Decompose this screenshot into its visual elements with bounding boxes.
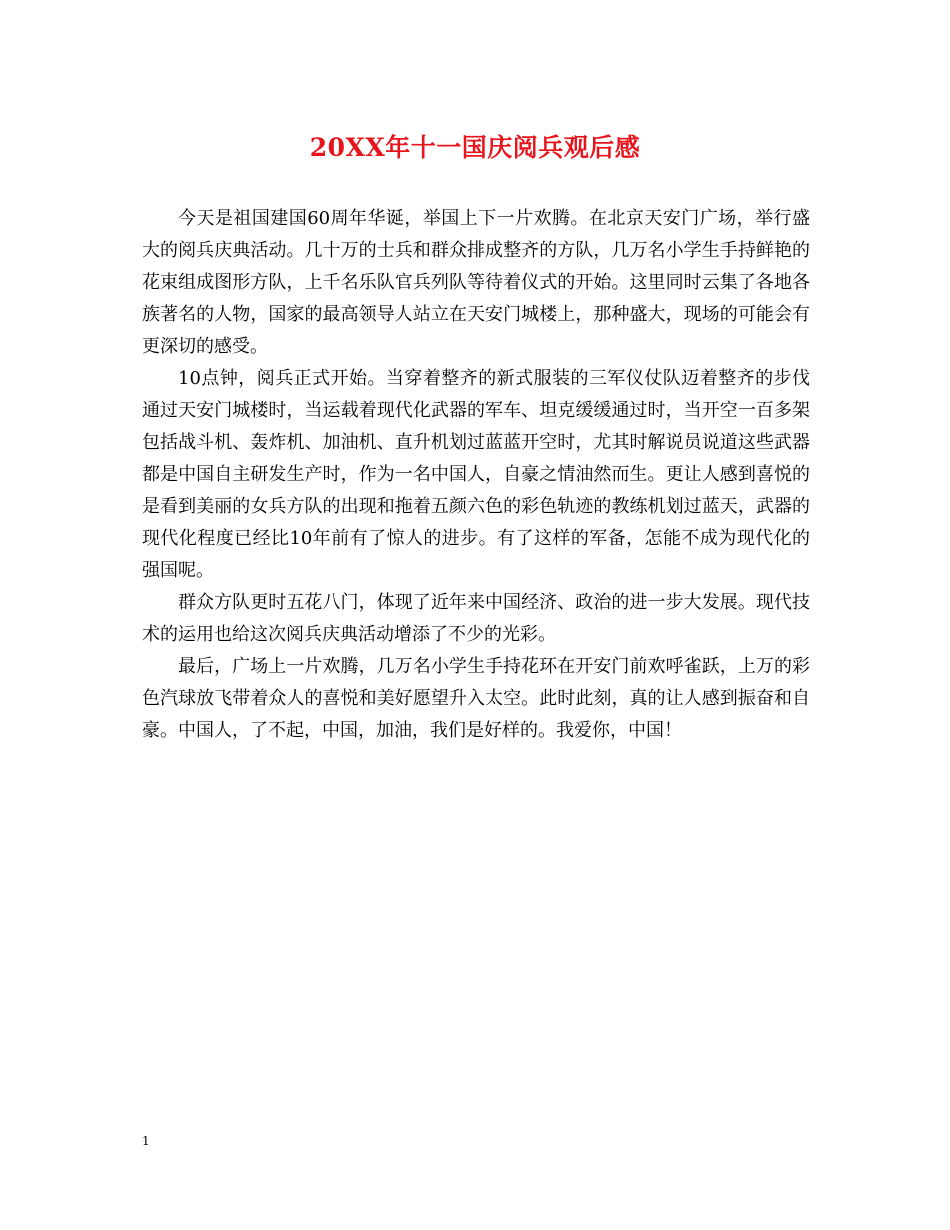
paragraph-4: 最后，广场上一片欢腾，几万名小学生手持花环在开安门前欢呼雀跃，上万的彩色汽球放飞带着众人的喜悦和美好愿望升入太空。此时此刻，真的让人感到振奋和自豪。中国人，了不起，中国，加油，我们是好样的。我爱你，中国！ [142, 656, 810, 741]
document-title: 20XX年十一国庆阅兵观后感 [309, 133, 641, 162]
page-number: 1 [142, 1134, 150, 1148]
paragraph-2: 10点钟，阅兵正式开始。当穿着整齐的新式服装的三军仪仗队迈着整齐的步伐通过天安门城楼时，当运载着现代化武器的军车、坦克缓缓通过时，当开空一百多架包括战斗机、轰炸机、加油机、直升机划过蓝蓝开空时，尤其时解说员说道这些武器都是中国自主研发生产时，作为一名中国人，自豪之情油然而生。更让人感到喜悦的是看到美丽的女兵方队的出现和拖着五颜六色的彩色轨迹的教练机划过蓝天，武器的现代化程度已经比10年前有了惊人的进步。有了这样的军备，怎能不成为现代化的强国呢。 [142, 368, 810, 581]
document-body [142, 203, 810, 747]
paragraph-1: 今天是祖国建国60周年华诞，举国上下一片欢腾。在北京天安门广场，举行盛大的阅兵庆典活动。几十万的士兵和群众排成整齐的方队，几万名小学生手持鲜艳的花束组成图形方队，上千名乐队官兵列队等待着仪式的开始。这里同时云集了各地各族著名的人物，国家的最高领导人站立在天安门城楼上，那种盛大，现场的可能会有更深切的感受。 [142, 208, 810, 357]
paragraph-3: 群众方队更时五花八门，体现了近年来中国经济、政治的进一步大发展。现代技术的运用也给这次阅兵庆典活动增添了不少的光彩。 [142, 592, 810, 645]
